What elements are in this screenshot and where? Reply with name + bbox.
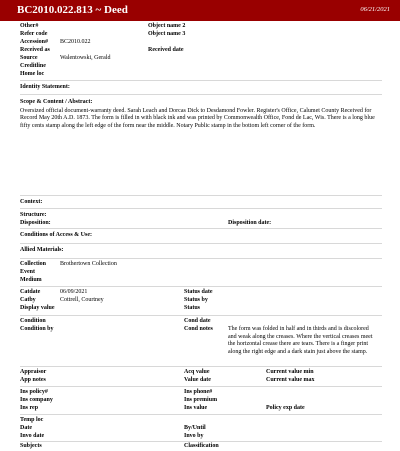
- acq-value-label: Acq value: [184, 369, 210, 375]
- condition-label: Condition: [20, 318, 46, 324]
- allied-materials-label: Allied Materials:: [20, 247, 64, 253]
- catdate-label: Catdate: [20, 289, 41, 295]
- received-as-label: Received as: [20, 47, 50, 53]
- current-min-label: Current value min: [266, 369, 314, 375]
- ins-company-label: Ins company: [20, 397, 53, 403]
- catby-label: Catby: [20, 297, 36, 303]
- invo-by-label: Invo by: [184, 433, 204, 439]
- ins-value-label: Ins value: [184, 405, 208, 411]
- date-label: Date: [20, 425, 32, 431]
- appraisor-label: Appraisor: [20, 369, 47, 375]
- catdate-value: 06/09/2021: [60, 289, 88, 295]
- identification-block: [20, 21, 382, 80]
- accession-label: Accession#: [20, 39, 48, 45]
- catby-value: Cottrell, Courtney: [60, 297, 104, 303]
- value-date-label: Value date: [184, 377, 211, 383]
- object-name3-label: Object name 3: [148, 31, 186, 37]
- conditions-access-label: Conditions of Access & Use:: [20, 232, 92, 238]
- temp-block: [20, 415, 382, 441]
- record-date: 06/21/2021: [360, 6, 390, 14]
- by-until-label: By/Until: [184, 425, 206, 431]
- home-loc-label: Home loc: [20, 71, 45, 77]
- status-date-label: Status date: [184, 289, 213, 295]
- condition-block: [20, 316, 382, 366]
- ins-policy-label: Ins policy#: [20, 389, 48, 395]
- subjects-label: Subjects: [20, 443, 42, 449]
- insurance-block: [20, 387, 382, 414]
- display-value-label: Display value: [20, 305, 55, 311]
- cond-date-label: Cond date: [184, 318, 211, 324]
- scope-label: Scope & Content / Abstract:: [20, 99, 93, 105]
- status-label: Status: [184, 305, 201, 311]
- disposition-date-label: Disposition date:: [228, 219, 272, 226]
- collection-label: Collection: [20, 261, 46, 267]
- disposition-label: Disposition:: [20, 219, 51, 226]
- source-label: Source: [20, 55, 38, 61]
- record-header: [0, 0, 400, 21]
- policy-exp-label: Policy exp date: [266, 405, 305, 411]
- creditline-label: Creditline: [20, 63, 46, 69]
- collection-value: Brothertown Collection: [60, 261, 117, 267]
- cond-notes-text: The form was folded in half and in thirds and is discolored and weak along the creases. Where the vertical creases meet the horizontal crease there are tears. There is a finger print along the right edge and a dark stain just above the stamp.: [228, 326, 373, 355]
- ins-premium-label: Ins premium: [184, 397, 218, 403]
- temp-loc-label: Temp loc: [20, 417, 44, 423]
- cond-notes-label: Cond notes: [184, 326, 213, 332]
- current-max-label: Current value max: [266, 377, 315, 383]
- classification-label: Classification: [184, 443, 219, 449]
- structure-label: Structure:: [20, 212, 47, 218]
- appraisal-block: [20, 367, 382, 386]
- medium-label: Medium: [20, 277, 42, 283]
- context-label: Context:: [20, 199, 43, 205]
- record-title: BC2010.022.813 ~ Deed: [17, 3, 128, 16]
- app-notes-label: App notes: [20, 377, 46, 383]
- event-label: Event: [20, 269, 35, 275]
- condition-by-label: Condition by: [20, 326, 54, 332]
- accession-value: BC2010.022: [60, 39, 91, 45]
- collection-block: [20, 259, 382, 286]
- object-name2-label: Object name 2: [148, 23, 186, 29]
- scope-text: Oversized official document-warranty deed. Sarah Leach and Dorcas Dick to Desdamond Fowler. Register's Office, Calumet County Received for Record May 20th A.D. 1873. The form is filled in with black ink and was printed by Commonwealth Office, Fond de Lac, Wis. There is a long blue fifty cents stamp along the left edge of the form near the middle. Notary Public stamp in the bottom left corner of the form.: [20, 107, 375, 129]
- received-date-label: Received date: [148, 47, 184, 53]
- ins-rep-label: Ins rep: [20, 405, 39, 411]
- source-value: Walentowski, Gerald: [60, 55, 111, 61]
- status-by-label: Status by: [184, 297, 208, 303]
- identity-statement-label: Identity Statement:: [20, 84, 70, 90]
- ins-phone-label: Ins phone#: [184, 389, 213, 395]
- invo-date-label: Invo date: [20, 433, 45, 439]
- other-no-label: Other#: [20, 23, 39, 29]
- refer-code-label: Refer code: [20, 31, 48, 37]
- catalog-block: [20, 287, 382, 315]
- scope-section: [20, 95, 382, 195]
